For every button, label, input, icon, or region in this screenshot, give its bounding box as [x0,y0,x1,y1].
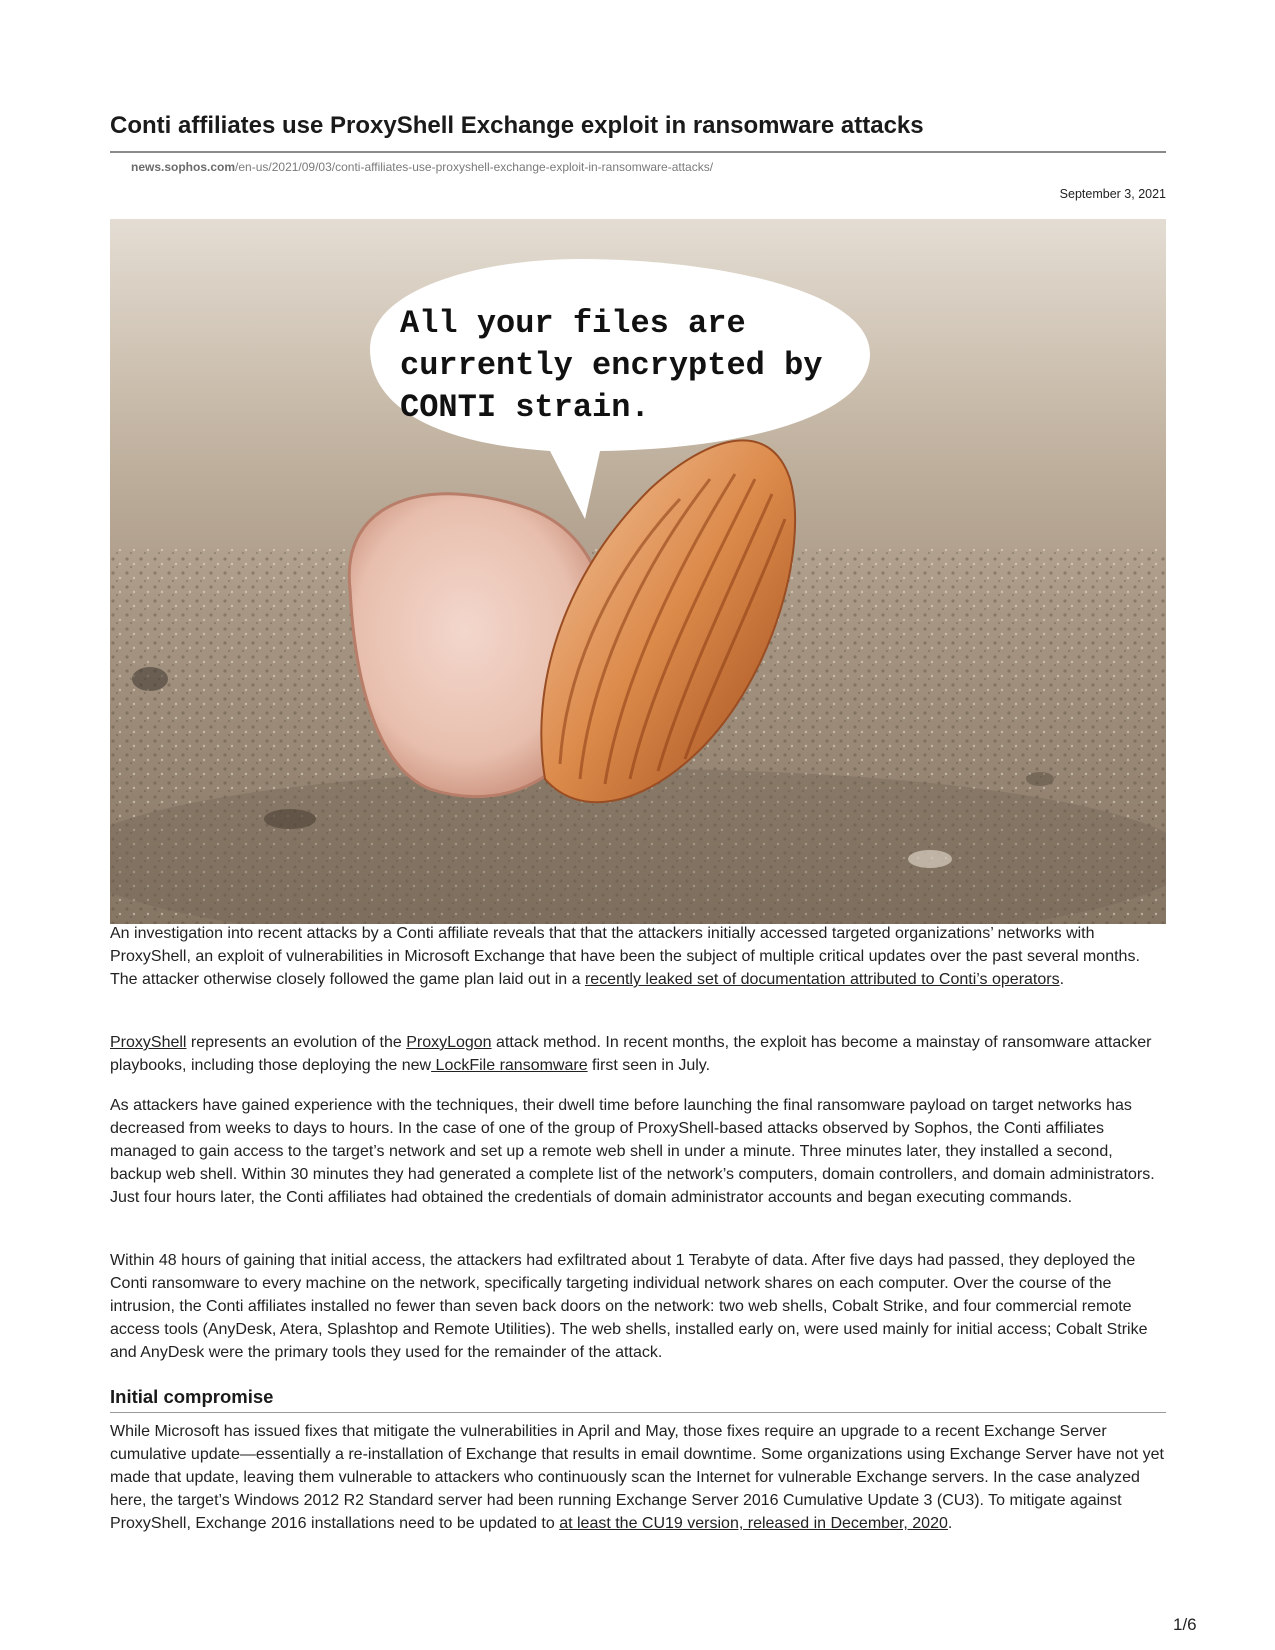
page-title: Conti affiliates use ProxyShell Exchange exploit in ransomware attacks [110,112,924,139]
paragraph-text: . [1059,971,1065,988]
bubble-line: CONTI strain. [400,389,650,426]
paragraph-text: attack method. In recent months, the exploit has become a mainstay of ransomware attacker playbooks, including those deploying the new [110,1034,1152,1074]
paragraph-exfiltration: Within 48 hours of gaining that initial access, the attackers had exfiltrated about 1 Terabyte of data. After five days had passed, they deployed the Conti ransomware to every machine on the network, specifically targeting individual network shares on each computer. Over the course of the intrusion, the Conti affiliates installed no fewer than seven back doors on the network: two web shells, Cobalt Strike, and four commercial remote access tools (AnyDesk, Atera, Splashtop and Remote Utilities). The web shells, installed early on, were used mainly for initial access; Cobalt Strike and AnyDesk were the primary tools they used for the remainder of the attack. [110,1252,1148,1361]
paragraph-dwell-time: As attackers have gained experience with the techniques, their dwell time before launching the final ransomware payload on target networks has decreased from weeks to days to hours. In the case of one of the group of ProxyShell-based attacks observed by Sophos, the Conti affiliates managed to gain access to the target’s network and set up a remote web shell in under a minute. Three minutes later, they installed a second, backup web shell. Within 30 minutes they had generated a complete list of the network’s computers, domain controllers, and domain administrators. Just four hours later, the Conti affiliates had obtained the credentials of domain administrator accounts and began executing commands. [110,1097,1155,1206]
proxylogon-link[interactable]: ProxyLogon [406,1034,492,1051]
source-url[interactable] [131,160,713,174]
paragraph-text: While Microsoft has issued fixes that mitigate the vulnerabilities in April and May, those fixes require an upgrade to a recent Exchange Server cumulative update—essentially a re-installation of Exchange that results in email downtime. Some organizations using Exchange Server have not yet made that update, leaving them vulnerable to attackers who continuously scan the Internet for vulnerable Exchange servers. In the case analyzed here, the target’s Windows 2012 R2 Standard server had been running Exchange Server 2016 Cumulative Update 3 (CU3). To mitigate against ProxyShell, Exchange 2016 installations need to be updated to [110,1423,1164,1532]
paragraph-text: represents an evolution of the [186,1034,407,1051]
hero-image [110,219,1166,924]
paragraph-intro [110,922,1166,991]
paragraph-proxyshell [110,1031,1166,1077]
source-path[interactable]: /en-us/2021/09/03/conti-affiliates-use-proxyshell-exchange-exploit-in-ransomware-attacks/ [235,160,714,174]
leaked-docs-link[interactable]: recently leaked set of documentation attributed to Conti’s operators [584,971,1060,988]
paragraph-text: An investigation into recent attacks by a Conti affiliate reveals that that the attackers initially accessed targeted organizations’ networks with ProxyShell, an exploit of vulnerabilities in Microsoft Exchange that have been the subject of multiple critical updates over the past several months. The attacker otherwise closely followed the game plan laid out in a [110,925,1140,988]
lockfile-link[interactable]: LockFile ransomware [431,1057,588,1074]
publication-date: September 3, 2021 [1059,187,1166,201]
source-domain[interactable]: news.sophos.com [131,160,236,174]
paragraph-initial-compromise [110,1420,1166,1535]
paragraph-text: first seen in July. [587,1057,711,1074]
bubble-line: currently encrypted by [400,347,823,384]
cu19-link[interactable]: at least the CU19 version, released in December, 2020 [559,1515,948,1532]
title-divider [110,151,1166,153]
proxyshell-link[interactable]: ProxyShell [110,1034,187,1051]
page-number: 1/6 [1173,1615,1197,1634]
section-heading: Initial compromise [110,1386,274,1407]
paragraph-text: . [947,1515,953,1532]
bubble-line: All your files are [400,305,746,342]
speech-bubble-text [400,303,822,429]
section-divider [110,1412,1166,1413]
